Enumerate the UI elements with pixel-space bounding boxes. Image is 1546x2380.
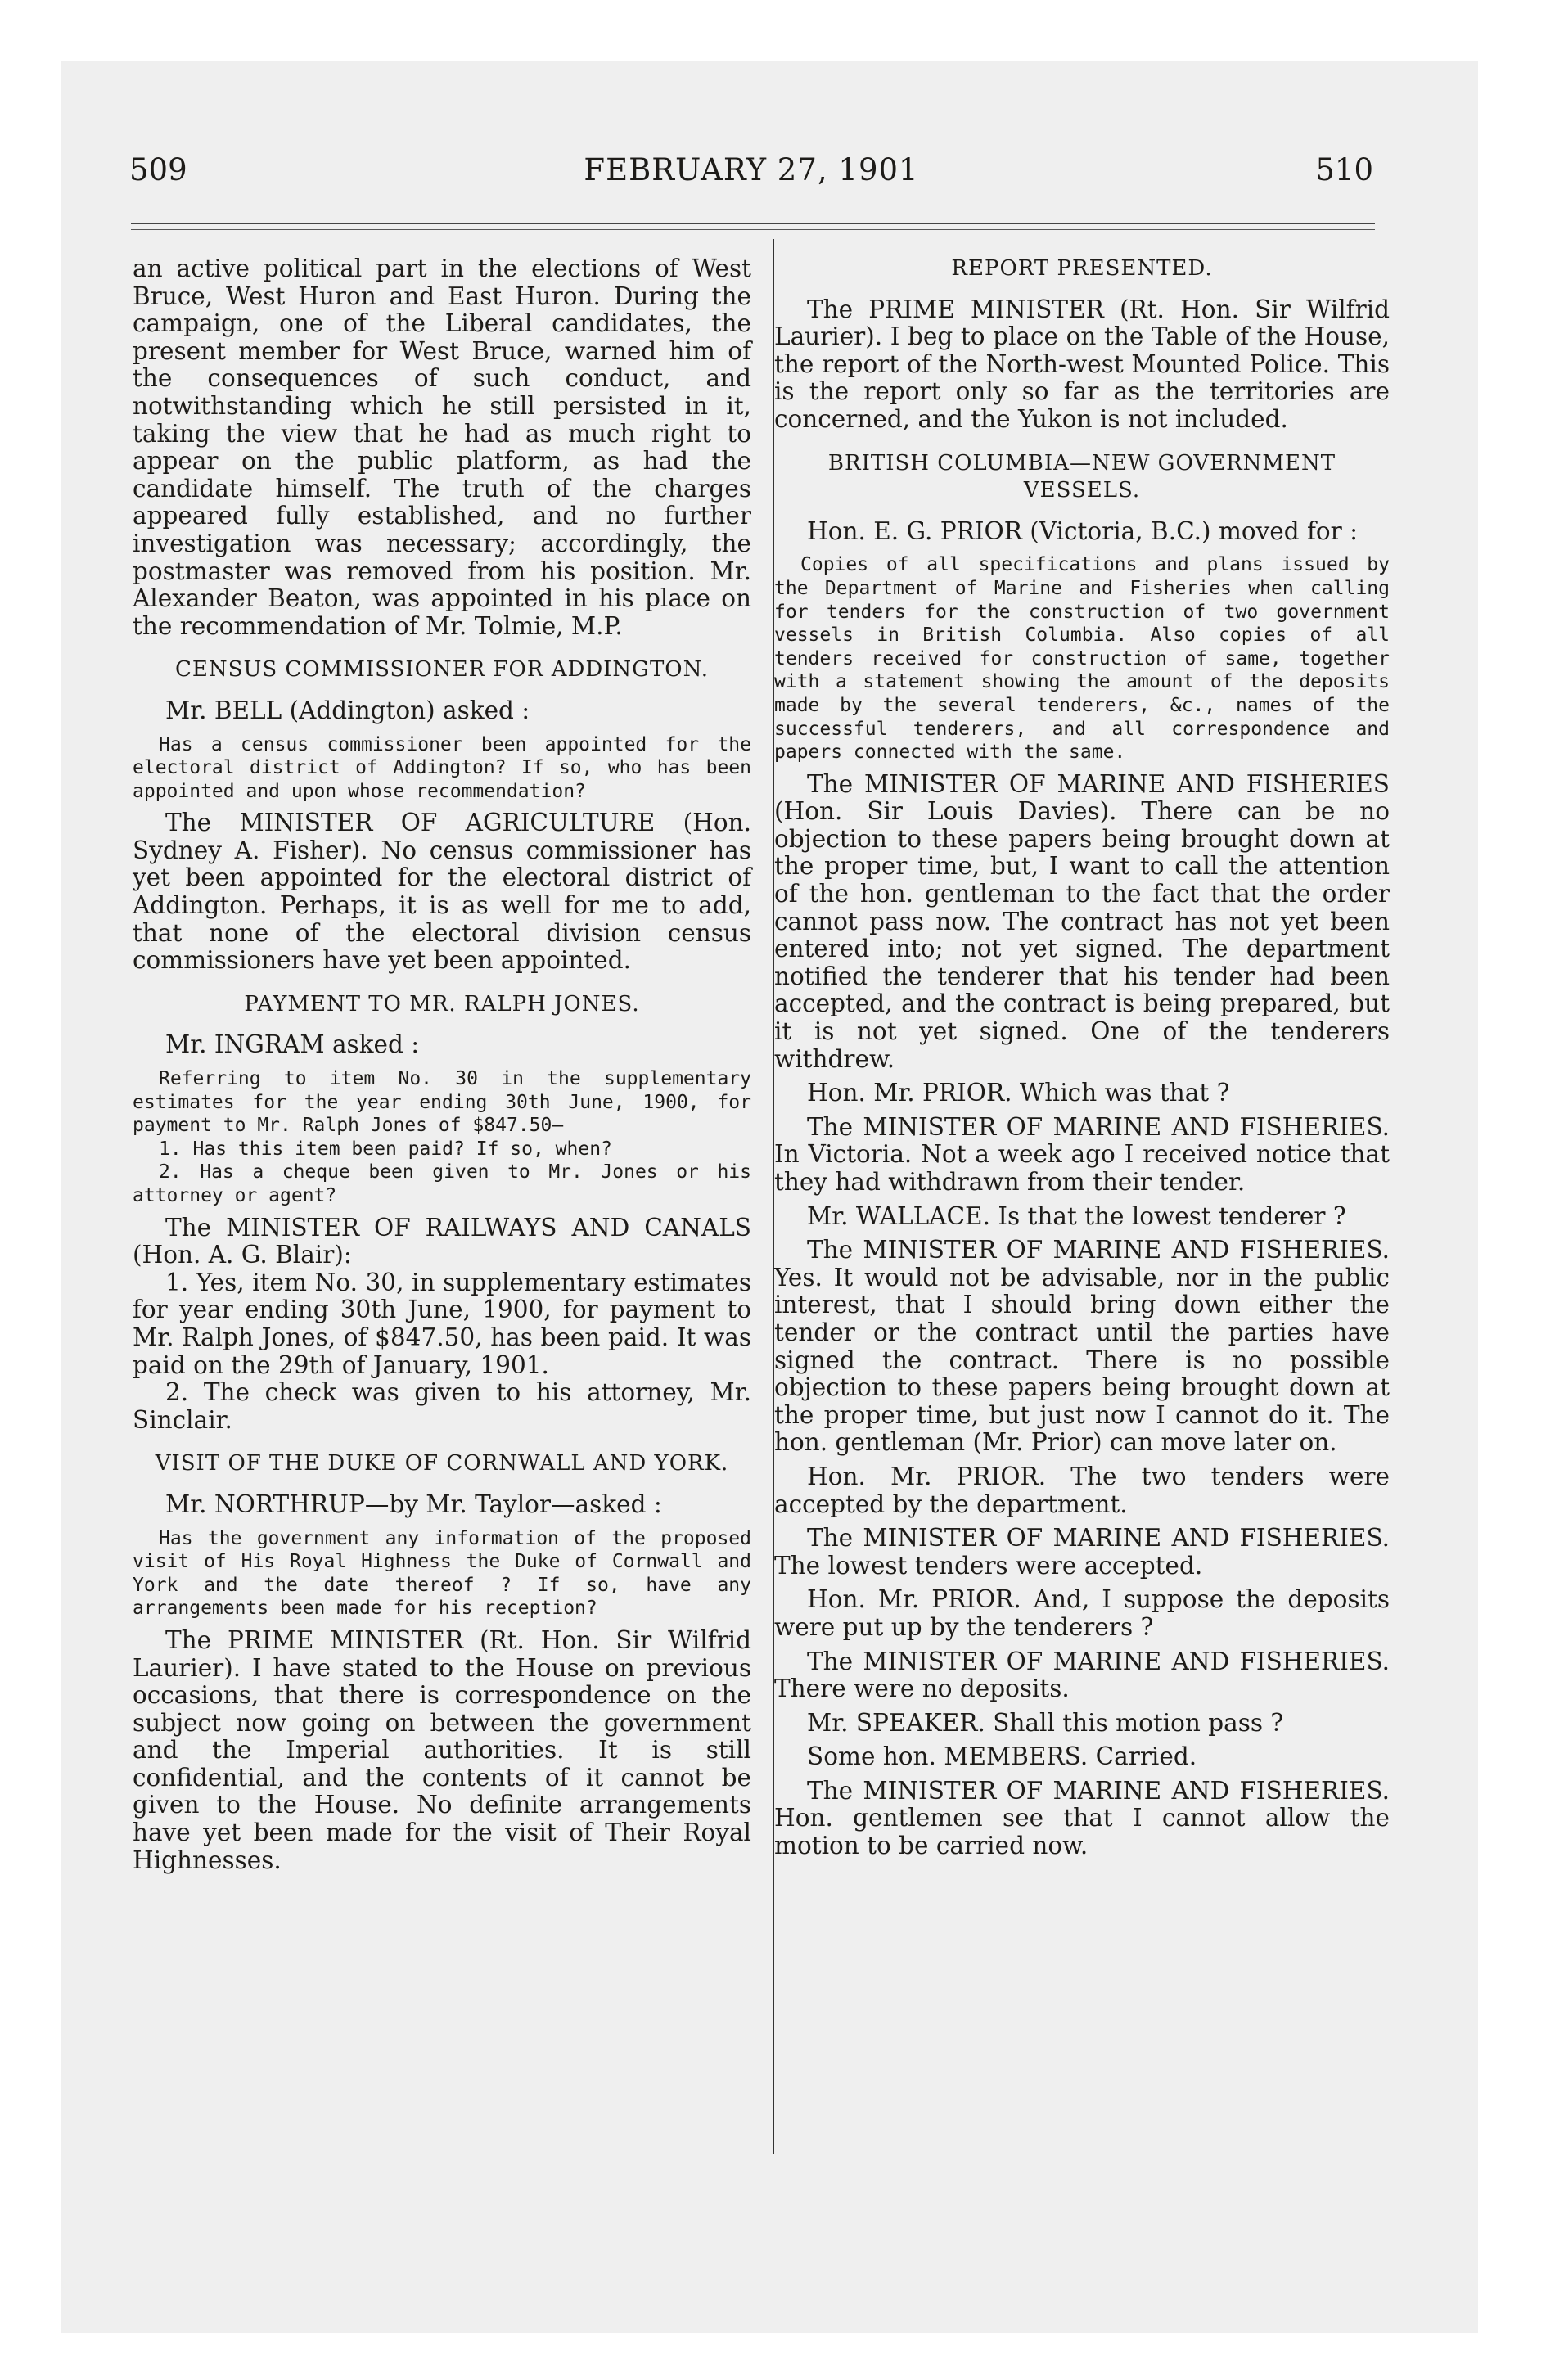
section-heading: PAYMENT TO MR. RALPH JONES.	[244, 991, 640, 1016]
question-item: 1. Has this item been paid? If so, when?	[159, 1138, 612, 1160]
left-column	[133, 255, 751, 1874]
section-heading: CENSUS COMMISSIONER FOR ADDINGTON.	[175, 657, 709, 683]
motion-text: Copies of all specifications and plans issued by the Department of Marine and Fisheries when calling for tenders for the construction of two government vessels in British Columbia. Also copies of all tenders received for construction of same, together with a statement showing the amount of the deposits made by the several tenderers, &c., names of the successful tenderers, and all correspondence and papers connected with the same.	[774, 554, 1390, 764]
question-text: Has a census commissioner been appointed for the electoral district of Addington? If so, who has been appointed and upon whose recommendation?	[133, 733, 751, 802]
paragraph: The MINISTER OF MARINE AND FISHERIES. The lowest tenders were accepted.	[774, 1524, 1390, 1580]
right-column	[774, 255, 1390, 1860]
question-text: Has the government any information of the proposed visit of His Royal Highness the Duke of Cornwall and York and the date thereof ? If so, have any arrangements been made for his reception?	[133, 1527, 751, 1620]
section-heading: VISIT OF THE DUKE OF CORNWALL AND YORK.	[155, 1451, 729, 1476]
paragraph: an active political part in the elections of West Bruce, West Huron and East Huron. During the campaign, one of the Liberal candidates, the present member for West Bruce, warned him of the consequences of such conduct, and notwithstanding which he still persisted in it, taking the view that he had as much right to appear on the public platform, as had the candidate himself. The truth of the charges appeared fully established, and no further investigation was necessary; accordingly, the postmaster was removed from his position. Mr. Alexander Beaton, was appointed in his place on the recommendation of Mr. Tolmie, M.P.	[133, 255, 751, 640]
question-text: Referring to item No. 30 in the supplementary estimates for the year ending 30th June, 1900, for payment to Mr. Ralph Jones of $847.50—	[133, 1068, 751, 1137]
paragraph: The MINISTER OF MARINE AND FISHERIES. Hon. gentlemen see that I cannot allow the motion to be carried now.	[774, 1776, 1390, 1860]
paragraph: The PRIME MINISTER (Rt. Hon. Sir Wilfrid Laurier). I have stated to the House on previous occasions, that there is correspondence on the subject now going on between the government and the Imperial authorities. It is still confidential, and the contents of it cannot be given to the House. No definite arrangements have yet been made for the visit of Their Royal Highnesses.	[133, 1625, 751, 1874]
paragraph: The MINISTER OF MARINE AND FISHERIES (Hon. Sir Louis Davies). There can be no objection to these papers being brought down at the proper time, but, I want to call the attention of the hon. gentleman to the fact that the order cannot pass now. The contract has not yet been entered into; not yet signed. The department notified the tenderer that his tender had been accepted, and the contract is being prepared, but it is not yet signed. One of the tenderers withdrew.	[774, 769, 1390, 1073]
paragraph: The MINISTER OF MARINE AND FISHERIES. There were no deposits.	[774, 1647, 1390, 1703]
paragraph: Hon. E. G. PRIOR (Victoria, B.C.) moved for :	[807, 516, 1359, 545]
paragraph: The MINISTER OF MARINE AND FISHERIES. In Victoria. Not a week ago I received notice that they had withdrawn from their tender.	[774, 1112, 1390, 1196]
section-heading: REPORT PRESENTED.	[951, 256, 1213, 281]
paragraph: Some hon. MEMBERS. Carried.	[807, 1742, 1197, 1771]
question-intro: Mr. BELL (Addington) asked :	[165, 696, 530, 724]
paragraph: Hon. Mr. PRIOR. The two tenders were accepted by the department.	[774, 1462, 1390, 1518]
page-number-left: 509	[129, 152, 187, 187]
question-intro: Mr. NORTHRUP—by Mr. Taylor—asked :	[165, 1490, 662, 1518]
paragraph: Hon. Mr. PRIOR. Which was that ?	[807, 1079, 1230, 1107]
paragraph: 1. Yes, item No. 30, in supplementary estimates for year ending 30th June, 1900, for payment to Mr. Ralph Jones, of $847.50, has been paid. It was paid on the 29th of January, 1901.	[133, 1268, 751, 1379]
question-intro: Mr. INGRAM asked :	[165, 1030, 420, 1059]
question-item: 2. Has a cheque been given to Mr. Jones or his attorney or agent?	[133, 1161, 751, 1206]
page-header	[129, 152, 1373, 201]
paragraph: The PRIME MINISTER (Rt. Hon. Sir Wilfrid Laurier). I beg to place on the Table of the House, the report of the North-west Mounted Police. This is the report only so far as the territories are concerned, and the Yukon is not included.	[774, 295, 1390, 433]
paragraph: The MINISTER OF AGRICULTURE (Hon. Sydney A. Fisher). No census commissioner has yet been appointed for the electoral district of Addington. Perhaps, it is as well for me to add, that none of the electoral division census commissioners have yet been appointed.	[133, 809, 751, 975]
page-number-right: 510	[1315, 152, 1373, 187]
section-heading: BRITISH COLUMBIA—NEW GOVERNMENT VESSELS.	[827, 450, 1336, 503]
paragraph: Mr. WALLACE. Is that the lowest tenderer ?	[807, 1201, 1346, 1230]
paragraph: 2. The check was given to his attorney, Mr. Sinclair.	[133, 1378, 751, 1434]
paragraph: The MINISTER OF MARINE AND FISHERIES. Yes. It would not be advisable, nor in the public interest, that I should bring down either the tender or the contract until the parties have signed the contract. There is no possible objection to these papers being brought down at the proper time, but just now I cannot do it. The hon. gentleman (Mr. Prior) can move later on.	[774, 1236, 1390, 1457]
paragraph: Mr. SPEAKER. Shall this motion pass ?	[807, 1708, 1284, 1737]
paragraph: Hon. Mr. PRIOR. And, I suppose the deposits were put up by the tenderers ?	[774, 1585, 1390, 1641]
paragraph: The MINISTER OF RAILWAYS AND CANALS (Hon. A. G. Blair):	[133, 1213, 751, 1269]
page-date: FEBRUARY 27, 1901	[584, 152, 919, 187]
header-rule	[131, 223, 1375, 230]
